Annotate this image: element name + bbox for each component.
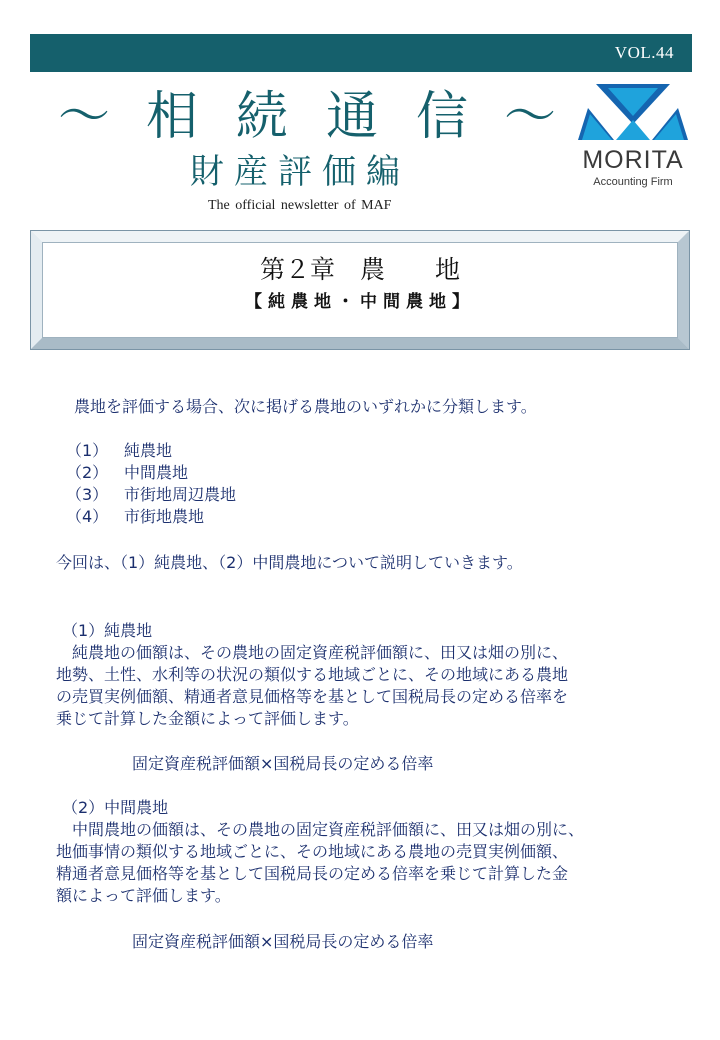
list-item bbox=[66, 484, 236, 506]
title-char: 相 bbox=[146, 87, 199, 147]
logo-name: MORITA bbox=[582, 146, 684, 174]
section-line: 純農地の価額は、その農地の固定資産税評価額に、田又は畑の別に、 bbox=[56, 643, 569, 662]
section-line: 乗じて計算した金額によって評価します。 bbox=[56, 709, 359, 728]
formula: 固定資産税評価額×国税局長の定める倍率 bbox=[132, 754, 434, 773]
list-number: （4） bbox=[66, 507, 109, 526]
chapter-subtitle: 【純農地・中間農地】 bbox=[245, 292, 475, 312]
title-char: ～ bbox=[504, 87, 557, 147]
list-item bbox=[66, 506, 204, 528]
title-char: 信 bbox=[416, 87, 469, 147]
header-bar bbox=[30, 34, 692, 72]
newsletter-subtitle: 財産評価編 bbox=[190, 152, 410, 192]
section-line: 中間農地の価額は、その農地の固定資産税評価額に、田又は畑の別に、 bbox=[56, 820, 585, 839]
intro-sentence: 農地を評価する場合、次に掲げる農地のいずれかに分類します。 bbox=[74, 397, 537, 416]
newsletter-tagline: The official newsletter of MAF bbox=[208, 198, 392, 213]
section-line: 地勢、土性、水利等の状況の類似する地域ごとに、その地域にある農地 bbox=[56, 665, 569, 684]
section-line: 額によって評価します。 bbox=[56, 886, 231, 905]
list-number: （3） bbox=[66, 485, 109, 504]
title-char: 通 bbox=[326, 87, 379, 147]
explanation-note: 今回は、（1）純農地、（2）中間農地について説明していきます。 bbox=[56, 553, 523, 572]
section-line: の売買実例価額、精通者意見価格等を基として国税局長の定める倍率を bbox=[56, 687, 569, 706]
section-heading: （2）中間農地 bbox=[62, 798, 169, 817]
intro-text bbox=[58, 396, 537, 418]
logo-subtext: Accounting Firm bbox=[593, 176, 673, 188]
list-label: 純農地 bbox=[124, 441, 173, 460]
title-char: ～ bbox=[58, 87, 111, 147]
formula: 固定資産税評価額×国税局長の定める倍率 bbox=[132, 932, 434, 951]
list-number: （2） bbox=[66, 463, 109, 482]
chapter-title: 第２章 農 地 bbox=[259, 255, 460, 284]
list-number: （1） bbox=[66, 441, 109, 460]
section-line: 精通者意見価格等を基として国税局長の定める倍率を乗じて計算した金 bbox=[56, 864, 569, 883]
section-heading: （1）純農地 bbox=[62, 621, 153, 640]
section-line: 地価事情の類似する地域ごとに、その地域にある農地の売買実例価額、 bbox=[56, 842, 569, 861]
list-label: 中間農地 bbox=[124, 463, 189, 482]
list-item bbox=[66, 462, 188, 484]
list-label: 市街地農地 bbox=[124, 507, 205, 526]
newsletter-title bbox=[58, 85, 556, 149]
volume-number: VOL.44 bbox=[614, 43, 674, 62]
list-item bbox=[66, 440, 172, 462]
list-label: 市街地周辺農地 bbox=[124, 485, 237, 504]
title-char: 続 bbox=[236, 87, 289, 147]
